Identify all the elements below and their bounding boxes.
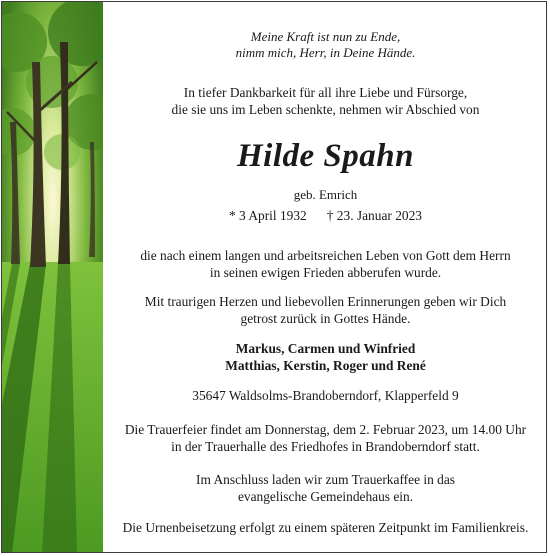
notice-text [103,2,547,553]
memories-line-1: Mit traurigen Herzen und liebevollen Erinnerungen geben wir Dich [144,294,507,309]
memories-line-2: getrost zurück in Gottes Hände. [240,311,411,326]
verse-line-2: nimm mich, Herr, in Deine Hände. [235,45,416,60]
coffee-line-2: evangelische Gemeindehaus ein. [237,489,414,504]
family-line-1: Markus, Carmen und Winfried [235,341,416,356]
birth-date: * 3 April 1932 [229,208,307,223]
intro-line-1: In tiefer Dankbarkeit für all ihre Liebe und Fürsorge, [183,85,468,100]
urn-note: Die Urnenbeisetzung erfolgt zu einem späteren Zeitpunkt im Familienkreis. [122,520,529,535]
forest-image [2,2,103,553]
family-line-2: Matthias, Kerstin, Roger und René [225,358,426,373]
coffee-line-1: Im Anschluss laden wir zum Trauerkaffee in das [196,472,455,487]
intro-line-2: die sie uns im Leben schenkte, nehmen wir Abschied von [171,102,480,117]
life-line-2: in seinen ewigen Frieden abberufen wurde. [209,265,442,280]
service-line-2: in der Trauerhalle des Friedhofes in Brandoberndorf statt. [171,439,480,454]
life-line-1: die nach einem langen und arbeitsreichen Leben von Gott dem Herrn [140,248,511,263]
maiden-name: geb. Emrich [293,187,358,202]
address: 35647 Waldsolms-Brandoberndorf, Klapperfeld 9 [192,388,459,403]
death-date: † 23. Januar 2023 [326,208,422,223]
forest-photo [2,2,103,553]
life-dates [103,208,547,224]
verse-line-1: Meine Kraft ist nun zu Ende, [250,29,401,44]
service-line-1: Die Trauerfeier findet am Donnerstag, dem 2. Februar 2023, um 14.00 Uhr [124,422,527,437]
deceased-name: Hilde Spahn [237,138,414,174]
obituary-notice [1,1,547,553]
